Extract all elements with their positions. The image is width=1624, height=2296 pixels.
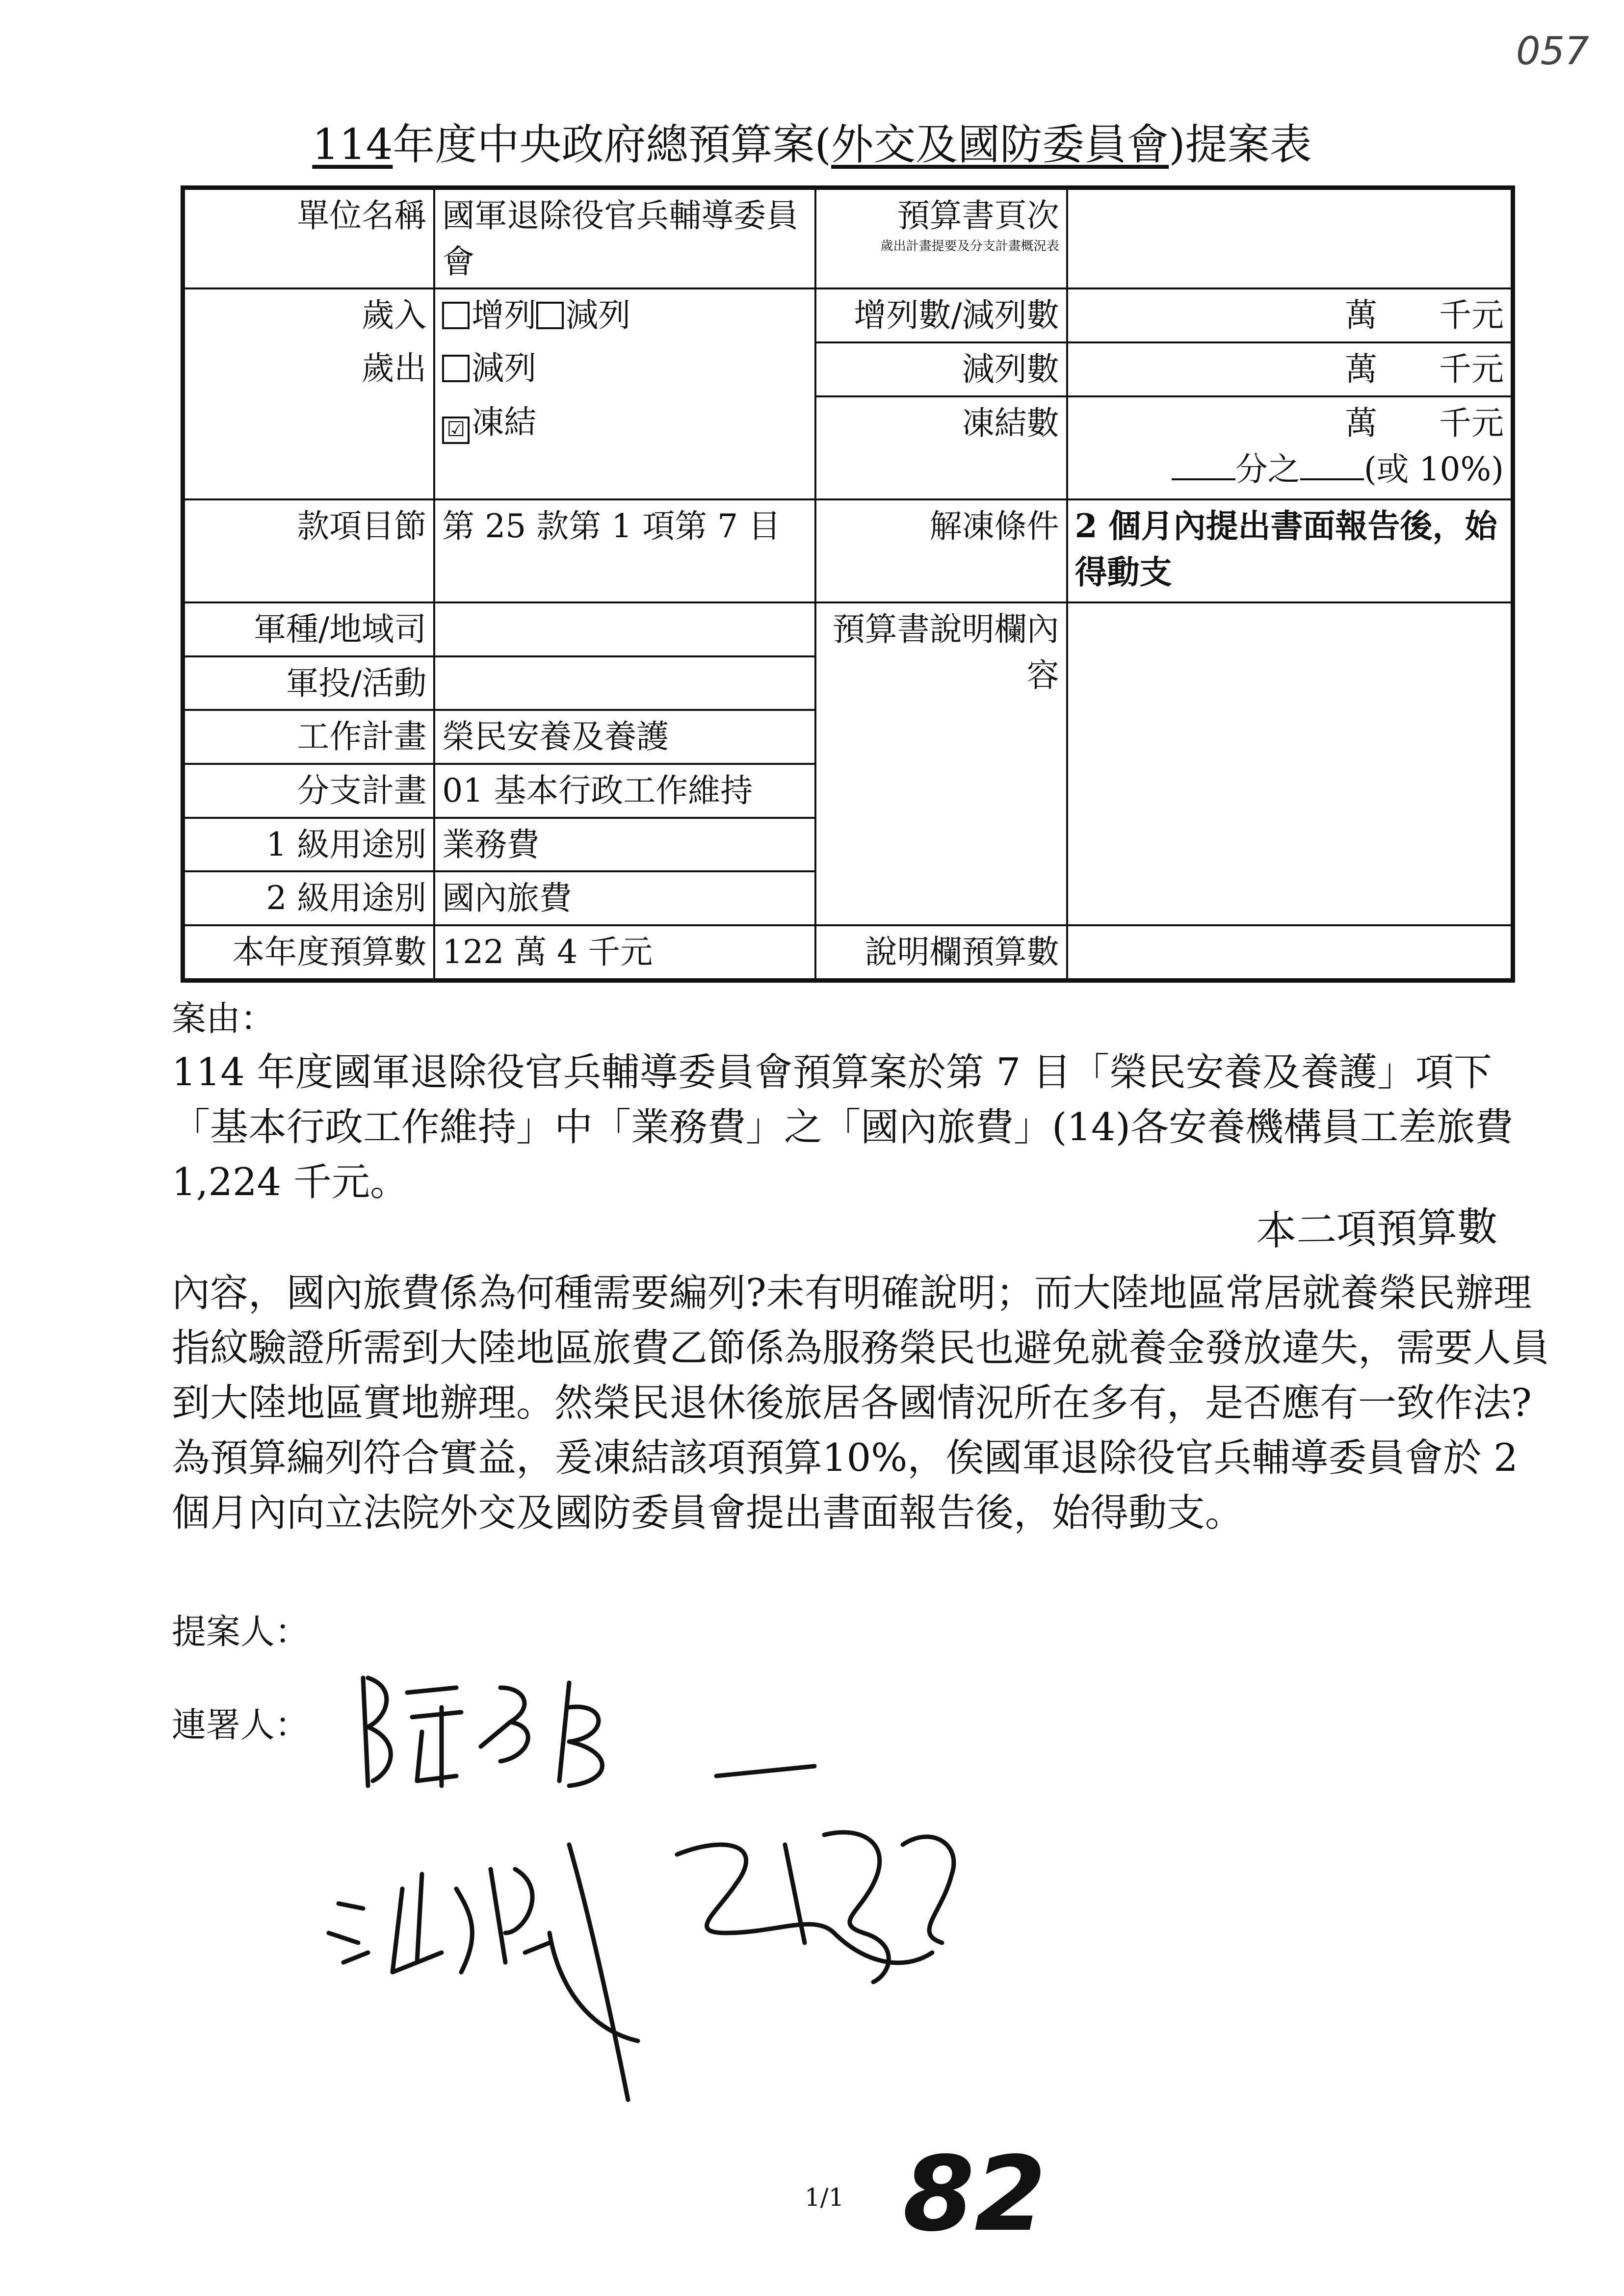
document-title <box>0 110 1624 171</box>
cosigner-label: 連署人： <box>172 1705 309 1745</box>
budget-page-label <box>815 188 1067 289</box>
signature-2-stroke <box>550 1845 638 2100</box>
budget-page-value <box>1067 188 1513 289</box>
description-label: 預算書說明欄內容 <box>815 602 1067 710</box>
decrease-amount-value <box>1067 342 1513 396</box>
signature-1-stroke <box>559 1683 602 1786</box>
title-committee: 外交及國防委員會 <box>831 120 1169 169</box>
signature-3-stroke <box>677 1845 932 1963</box>
service-value <box>434 602 815 656</box>
freeze-label-cell <box>183 396 435 499</box>
item-value: 第 25 款第 1 項第 7 目 <box>434 499 815 602</box>
invest-value <box>434 656 815 710</box>
inc-dec-amount-value <box>1067 288 1513 342</box>
freeze-option <box>434 396 815 499</box>
description-value <box>1067 602 1513 925</box>
unit-wan: 萬 <box>1345 404 1378 442</box>
fraction-blank-2 <box>1300 478 1364 480</box>
signature-2-stroke <box>329 1904 368 1962</box>
decrease-checkbox[interactable] <box>536 302 564 329</box>
increase-checkbox[interactable] <box>442 302 470 329</box>
expense-decrease-option <box>434 342 815 396</box>
unit-name-label: 單位名稱 <box>183 188 435 289</box>
unit-name-value: 國軍退除役官兵輔導委員會 <box>434 188 815 289</box>
invest-label: 軍投/活動 <box>183 656 435 710</box>
signature-3-stroke <box>716 1766 814 1776</box>
signature-2-stroke <box>393 1874 472 1972</box>
title-year: 114 <box>312 120 393 169</box>
signature-1-stroke <box>481 1688 528 1761</box>
level2-value: 國內旅費 <box>434 871 815 925</box>
desc-budget-label: 說明欄預算數 <box>815 925 1067 980</box>
expense-decrease-checkbox[interactable] <box>442 355 470 382</box>
title-part2: )提案表 <box>1169 120 1312 169</box>
signature-3-stroke <box>903 1837 954 1943</box>
work-plan-label: 工作計畫 <box>183 710 435 764</box>
unit-wan: 萬 <box>1345 350 1378 389</box>
annual-budget-value: 122 萬 4 千元 <box>434 925 815 980</box>
cause-paragraph-1: 114 年度國軍退除役官兵輔導委員會預算案於第 7 目「榮民安養及養護」項下「基本行政工作維持」中「業務費」之「國內旅費」(14)各安養機構員工差旅費 1,224 千元。 <box>172 1050 1514 1204</box>
unit-wan: 萬 <box>1345 296 1378 335</box>
title-part1: 年度中央政府總預算案( <box>393 120 832 169</box>
cause-paragraph-2: 內容，國內旅費係為何種需要編列?未有明確說明；而大陸地區常居就養榮民辦理指紋驗證所需到大陸地區旅費乙節係為服務榮民也避免就養金發放違失，需要人員到大陸地區實地辦理。然榮民退休後旅居各國情況所在多有，是否應有一致作法?為預算編列符合實益，爰凍結該項預算10%，俟國軍退除役官兵輔導委員會於 2 個月內向立法院外交及國防委員會提出書面報告後，始得動支。 <box>172 1271 1550 1535</box>
branch-plan-label: 分支計畫 <box>183 764 435 818</box>
decrease-option-label: 減列 <box>566 296 631 335</box>
expense-decrease-label: 減列 <box>471 349 537 388</box>
revenue-options <box>434 288 815 342</box>
fraction-label: 分之 <box>1235 450 1300 488</box>
proposer-label: 提案人： <box>172 1612 309 1652</box>
page-number: 1/1 <box>805 2183 844 2212</box>
expense-label: 歲出 <box>183 342 435 396</box>
fraction-blank-1 <box>1172 478 1235 480</box>
unit-thousand: 千元 <box>1439 296 1504 335</box>
increase-option-label: 增列 <box>471 296 537 335</box>
freeze-amount-label: 凍結數 <box>815 396 1067 499</box>
item-label: 款項目節 <box>183 499 435 602</box>
signature-2-stroke <box>491 1869 550 1962</box>
cause-label: 案由： <box>172 998 275 1039</box>
unfreeze-label: 解凍條件 <box>815 499 1067 602</box>
decrease-amount-label: 減列數 <box>815 342 1067 396</box>
corner-page-stamp: 057 <box>1516 29 1589 74</box>
signature-1-stroke <box>407 1688 461 1786</box>
handwritten-note: 本二項預算數 <box>1256 1203 1498 1255</box>
description-label-filler <box>815 710 1067 925</box>
service-label: 軍種/地域司 <box>183 602 435 656</box>
budget-page-subtitle: 歲出計畫提要及分支計畫概況表 <box>880 238 1059 254</box>
signature-1-stroke <box>363 1678 391 1786</box>
work-plan-value: 榮民安養及養護 <box>434 710 815 764</box>
level1-label: 1 級用途別 <box>183 818 435 872</box>
desc-budget-value <box>1067 925 1513 980</box>
unit-thousand: 千元 <box>1439 350 1504 389</box>
budget-page-title: 預算書頁次 <box>897 197 1059 235</box>
level2-label: 2 級用途別 <box>183 871 435 925</box>
handwritten-page-number: 82 <box>903 2134 1047 2254</box>
level1-value: 業務費 <box>434 818 815 872</box>
freeze-amount-value <box>1067 396 1513 499</box>
unfreeze-value: 2 個月內提出書面報告後，始得動支 <box>1067 499 1513 602</box>
proposal-form <box>181 185 1515 980</box>
annual-budget-label: 本年度預算數 <box>183 925 435 980</box>
freeze-checkbox[interactable]: ☑ <box>442 417 470 444</box>
unit-thousand: 千元 <box>1439 404 1504 442</box>
branch-plan-value: 01 基本行政工作維持 <box>434 764 815 818</box>
freeze-option-label: 凍結 <box>471 403 537 441</box>
handwritten-signatures <box>294 1658 1128 2124</box>
revenue-label: 歲入 <box>183 288 435 342</box>
inc-dec-amount-label: 增列數/減列數 <box>815 288 1067 342</box>
percent-text: (或 10%) <box>1363 450 1504 488</box>
